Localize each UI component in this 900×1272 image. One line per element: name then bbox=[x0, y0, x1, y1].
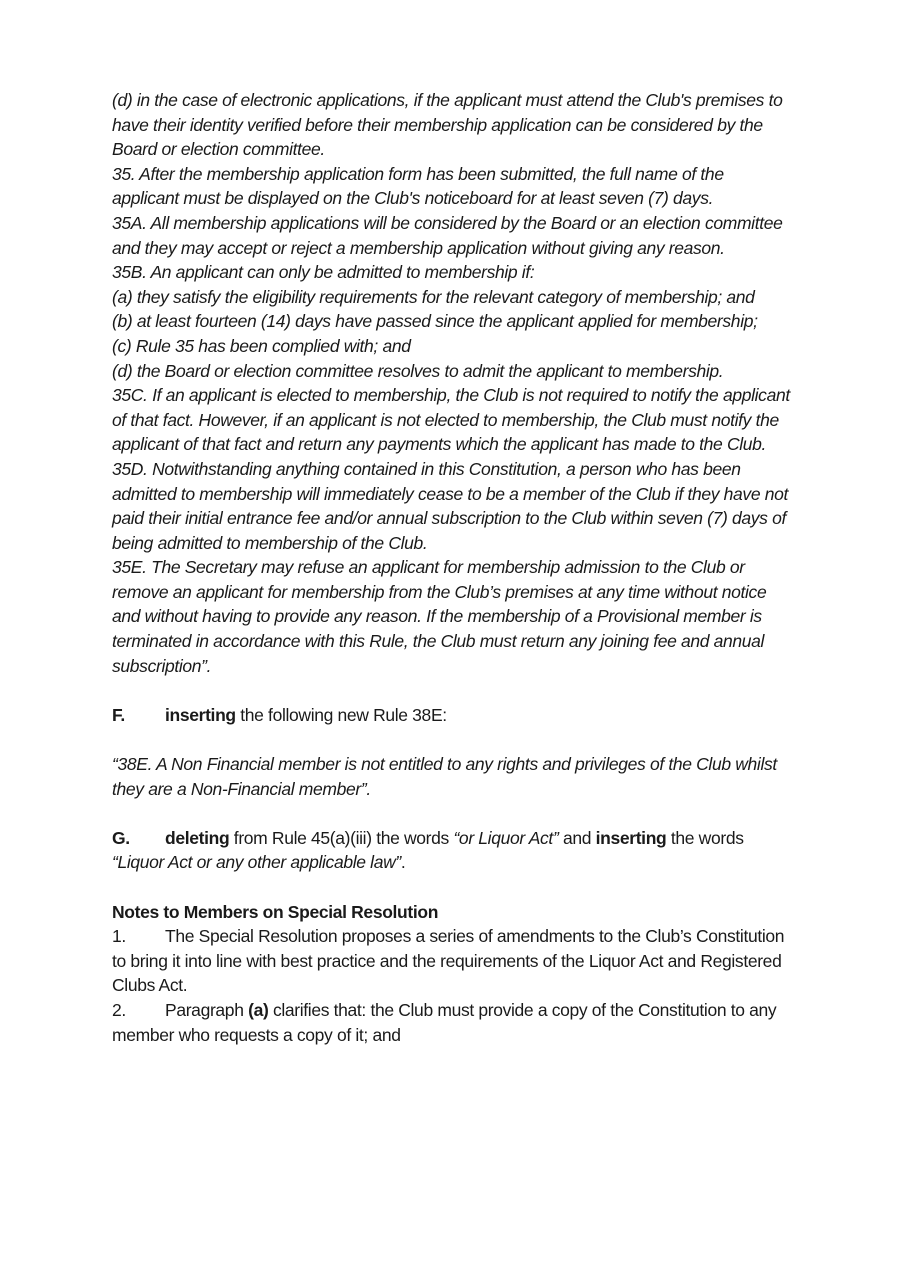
spacer bbox=[112, 801, 792, 826]
notes-section bbox=[112, 900, 792, 1048]
rule-35a: 35A. All membership applications will be considered by the Board or an election committee and they may accept or reject a membership application without giving any reason. bbox=[112, 212, 783, 258]
amendment-item-g bbox=[112, 826, 792, 875]
rule-38e-quote: “38E. A Non Financial member is not entitled to any rights and privileges of the Club whilst they are a Non-Financial member”. bbox=[112, 754, 777, 799]
spacer bbox=[112, 678, 792, 703]
note-number: 2. bbox=[112, 999, 126, 1020]
item-verb: inserting bbox=[595, 827, 667, 848]
item-verb: inserting bbox=[165, 704, 236, 725]
spacer bbox=[112, 875, 792, 900]
rule-35c: 35C. If an applicant is elected to membership, the Club is not required to notify the applicant of that fact. However, if an applicant is not elected to membership, the Club must notify the applicant of that fact and return any payments which the applicant has made to the Club. bbox=[112, 385, 790, 455]
rule-35d: 35D. Notwithstanding anything contained in this Constitution, a person who has been admitted to membership will immediately cease to be a member of the Club if they have not paid their initial entrance fee and/or annual subscription to the Club within seven (7) days of being admitted to membership of the Club. bbox=[112, 458, 788, 553]
item-text: . bbox=[400, 852, 406, 873]
rule-35b-b: (b) at least fourteen (14) days have passed since the applicant applied for membership; bbox=[112, 311, 758, 332]
item-text: the following new Rule 38E: bbox=[235, 704, 447, 725]
item-text: the words bbox=[666, 827, 744, 848]
rule-35: 35. After the membership application form has been submitted, the full name of the applicant must be displayed on the Club's noticeboard for at least seven (7) days. bbox=[112, 163, 724, 209]
note-text: clarifies that: the Club must provide a copy of the Constitution to any member who requests a copy of it; and bbox=[112, 999, 777, 1045]
rule-35b-a: (a) they satisfy the eligibility requirements for the relevant category of membership; and bbox=[112, 286, 755, 307]
item-text: from Rule 45(a)(iii) the words bbox=[229, 827, 454, 848]
note-text: The Special Resolution proposes a series of amendments to the Club’s Constitution to bring it into line with best practice and the requirements of the Liquor Act and Registered Clubs Act. bbox=[112, 926, 785, 996]
note-item bbox=[112, 924, 792, 998]
notes-heading: Notes to Members on Special Resolution bbox=[112, 901, 439, 922]
note-number: 1. bbox=[112, 926, 126, 947]
note-item bbox=[112, 998, 792, 1047]
item-verb: deleting bbox=[165, 827, 230, 848]
document-page bbox=[112, 88, 792, 1047]
note-text: Paragraph bbox=[165, 999, 249, 1020]
spacer bbox=[112, 727, 792, 752]
item-text: and bbox=[558, 827, 596, 848]
rule-paragraph: (d) in the case of electronic applications, if the applicant must attend the Club's premises to have their identity verified before their membership application can be considered by the Board or election committee. bbox=[112, 90, 783, 160]
rule-35b-c: (c) Rule 35 has been complied with; and bbox=[112, 335, 411, 356]
rule-35b-d: (d) the Board or election committee resolves to admit the applicant to membership. bbox=[112, 360, 724, 381]
rule-35e: 35E. The Secretary may refuse an applicant for membership admission to the Club or remove an applicant for membership from the Club’s premises at any time without notice and without having to provide any reason. If the membership of a Provisional member is terminated in accordance with this Rule, the Club must return any joining fee and annual subscription”. bbox=[112, 557, 767, 676]
quoted-rules-block bbox=[112, 88, 792, 678]
rule-35b: 35B. An applicant can only be admitted to membership if: bbox=[112, 262, 535, 283]
quoted-words: “Liquor Act or any other applicable law” bbox=[112, 852, 401, 873]
note-bold: (a) bbox=[248, 999, 269, 1020]
item-label: F. bbox=[112, 704, 125, 725]
amendment-item-f bbox=[112, 703, 792, 728]
quoted-words: “or Liquor Act” bbox=[453, 827, 559, 848]
item-label: G. bbox=[112, 827, 130, 848]
